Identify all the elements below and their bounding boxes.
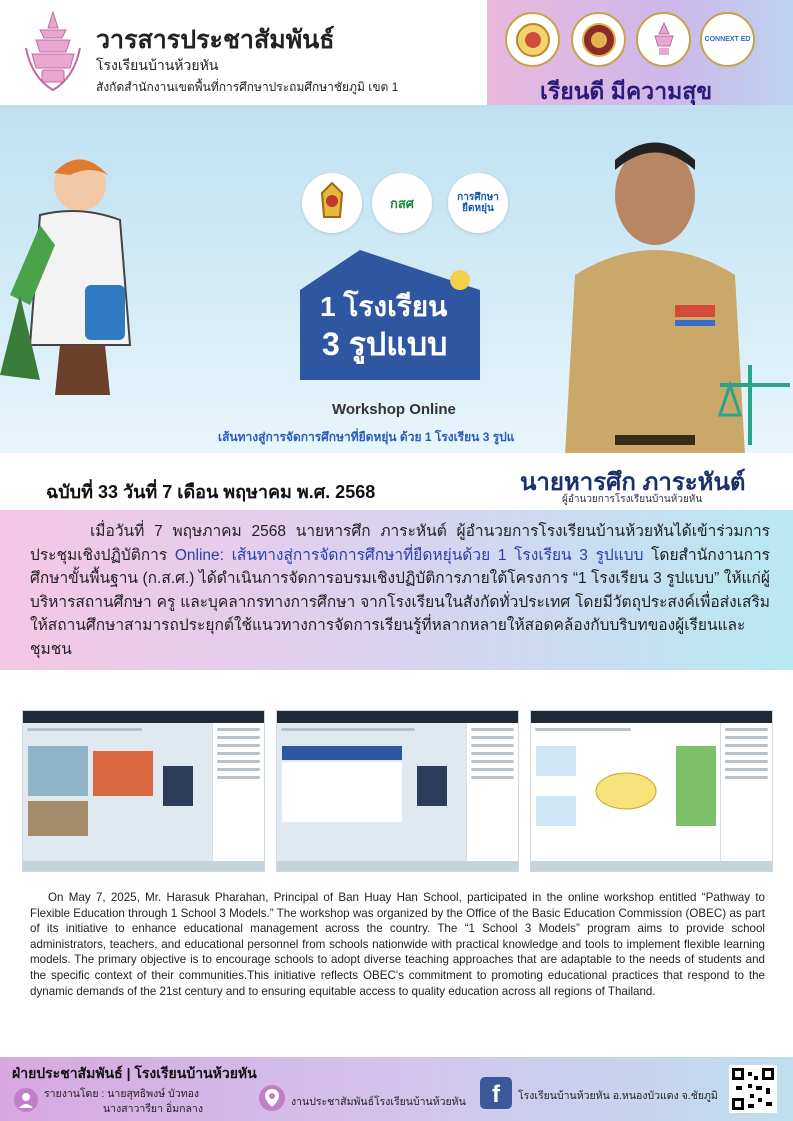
house-title-line1: 1 โรงเรียน — [320, 291, 448, 322]
thai-news-paragraph — [30, 520, 770, 661]
eef-logo: กสศ — [372, 173, 432, 233]
video-call-screenshot-3 — [530, 710, 773, 872]
thai-paragraph-part1: เมื่อวันที่ 7 พฤษภาคม 2568 นายหารศึก ภาระหันต์ ผู้อำนวยการโรงเรียนบ้านห้วยหันได้เข้าร่วมการประชุมเชิงปฏิบัติการ — [30, 523, 770, 564]
workshop-title: Workshop Online — [332, 401, 456, 418]
issue-date: ฉบับที่ 33 วันที่ 7 เดือน พฤษาคม พ.ศ. 2568 — [46, 482, 376, 502]
facebook-page-link[interactable]: โรงเรียนบ้านห้วยหัน อ.หนองบัวแดง จ.ชัยภูมิ — [518, 1090, 718, 1102]
school-name: โรงเรียนบ้านห้วยหัน — [96, 57, 219, 73]
scale-decoration — [710, 355, 793, 453]
connext-logo-icon: CONNEXT ED — [700, 12, 755, 67]
reporter-line-2: นางสาวารียา อิ่มกลาง — [103, 1103, 203, 1115]
school-emblem-icon — [22, 8, 84, 96]
slogan: เรียนดี มีความสุข — [540, 78, 713, 104]
facebook-icon[interactable]: f — [480, 1077, 512, 1109]
person-icon — [14, 1088, 38, 1112]
reporter-line-1: รายงานโดย : นายสุทธิพงษ์ บัวทอง — [44, 1088, 200, 1100]
director-name: นายหารศึก ภาระหันต์ — [520, 469, 746, 496]
video-call-screenshot-2 — [276, 710, 519, 872]
seal-icon — [505, 12, 560, 67]
thai-paragraph-highlight: Online: เส้นทางสู่การจัดการศึกษาที่ยืดหยุ่นด้วย 1 โรงเรียน 3 รูปแบบ — [174, 546, 644, 564]
student-illustration — [0, 145, 170, 395]
obec-seal-icon — [302, 173, 362, 233]
workshop-subtitle: เส้นทางสู่การจัดการศึกษาที่ยืดหยุ่น ด้วย 1 โรงเรียน 3 รูปแ — [218, 430, 515, 444]
newsletter-title: วารสารประชาสัมพันธ์ — [96, 26, 335, 54]
flexible-education-logo: การศึกษายืดหยุ่น — [448, 173, 508, 233]
event-banner — [0, 105, 793, 453]
english-news-paragraph: On May 7, 2025, Mr. Harasuk Pharahan, Principal of Ban Huay Han School, participated in the online workshop entitled “Pathway to Flexible Education through 1 School 3 Models.” The workshop was organized by the Office of the Basic Education Commission (OBEC) as part of its initiative to enhance educational management across the country. The “1 School 3 Models” program aims to provide school administrators, teachers, and educational personnel from schools nationwide with practical knowledge and tools to implement flexible learning models. The primary objective is to encourage schools to adopt diverse teaching approaches that are adaptable to the needs of students and the specific context of their communities.This initiative reflects OBEC's commitment to promoting educational practices that respond to the dynamic demands of the 21st century and to ensuring equitable access to quality education across all regions of Thailand. — [30, 891, 765, 998]
house-title-line2: 3 รูปแบบ — [322, 326, 448, 362]
location-pin-icon — [259, 1085, 285, 1111]
footer-title: ฝ่ายประชาสัมพันธ์ | โรงเรียนบ้านห้วยหัน — [12, 1065, 257, 1081]
seal-icon — [571, 12, 626, 67]
thai-paragraph-part2: โดยสำนักงานการศึกษาขั้นพื้นฐาน (ก.ส.ศ.) ได้ดำเนินการจัดการอบรมเชิงปฏิบัติการภายใต้โครงการ “1 โรงเรียน 3 รูปแบบ” ให้แก่ผู้บริหารสถานศึกษา ครู และบุคลากรทางการศึกษา จากโรงเรียนในสังกัดทั่วประเทศ โดยมีวัตถุประสงค์เพื่อส่งเสริมให้สถานศึกษาสามารถประยุกต์ใช้แนวทางการจัดการเรียนรู้ที่หลากหลายให้สอดคล้องกับบริบทของผู้เรียนและชุมชน — [30, 546, 770, 658]
school-logo-icon — [636, 12, 691, 67]
video-call-screenshot-1 — [22, 710, 265, 872]
location-text: งานประชาสัมพันธ์โรงเรียนบ้านห้วยหัน — [291, 1096, 466, 1108]
office-name: สังกัดสำนักงานเขตพื้นที่การศึกษาประถมศึกษาชัยภูมิ เขต 1 — [96, 80, 399, 94]
qr-code-icon — [729, 1065, 777, 1113]
director-title: ผู้อำนวยการโรงเรียนบ้านห้วยหัน — [562, 494, 703, 505]
